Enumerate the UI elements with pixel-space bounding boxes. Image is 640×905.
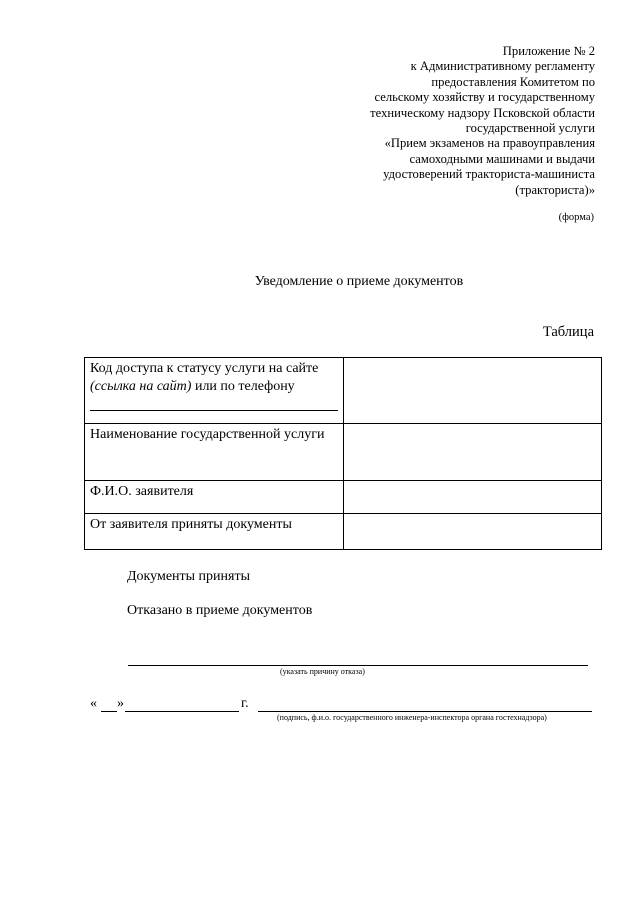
- documents-label: От заявителя приняты документы: [90, 517, 292, 532]
- table-row: [85, 481, 602, 514]
- rejection-reason-caption: (указать причину отказа): [280, 667, 365, 676]
- appendix-line: удостоверений тракториста-машиниста: [383, 167, 595, 182]
- service-name-label-cell: [85, 424, 344, 481]
- service-name-value-cell[interactable]: [344, 424, 602, 481]
- table-label: Таблица: [542, 324, 594, 340]
- documents-label-cell: [85, 514, 344, 550]
- access-code-label-cell: [85, 358, 344, 424]
- date-row: [90, 696, 97, 712]
- site-link-text: (ссылка на сайт): [90, 379, 192, 394]
- table-row: [85, 514, 602, 550]
- form-tag: (форма): [558, 212, 594, 223]
- signature-line[interactable]: [258, 711, 592, 712]
- day-line[interactable]: [101, 711, 117, 712]
- documents-rejected-text: Отказано в приеме документов: [127, 603, 313, 618]
- documents-value-cell[interactable]: [344, 514, 602, 550]
- access-code-value-cell[interactable]: [344, 358, 602, 424]
- appendix-line: самоходными машинами и выдачи: [409, 151, 595, 166]
- month-line[interactable]: [125, 711, 239, 712]
- appendix-line: предоставления Комитетом по: [431, 74, 595, 89]
- date-close-quote: »: [117, 696, 124, 711]
- table-row: [85, 424, 602, 481]
- appendix-line: Приложение № 2: [502, 44, 595, 58]
- appendix-line: к Административному регламенту: [410, 59, 595, 74]
- appendix-header: [335, 44, 595, 198]
- document-title: Уведомление о приеме документов: [254, 274, 464, 289]
- applicant-name-label-cell: [85, 481, 344, 514]
- applicant-name-label: Ф.И.О. заявителя: [90, 484, 194, 499]
- access-code-underline: [90, 410, 338, 411]
- appendix-line: «Прием экзаменов на правоуправления: [384, 136, 595, 151]
- rejection-reason-line[interactable]: [128, 665, 588, 666]
- table-row: [85, 358, 602, 424]
- service-name-label: Наименование государственной услуги: [90, 427, 325, 442]
- phone-text: или по телефону: [191, 379, 295, 394]
- year-suffix: г.: [241, 696, 249, 711]
- year-suffix-wrap: [241, 696, 249, 712]
- signature-caption: (подпись, ф.и.о. государственного инженера-инспектора органа гостехнадзора): [277, 713, 547, 722]
- appendix-line: сельскому хозяйству и государственному: [374, 90, 595, 105]
- applicant-name-value-cell[interactable]: [344, 481, 602, 514]
- date-open-quote: «: [90, 696, 97, 711]
- notification-table: [84, 357, 602, 550]
- documents-accepted-text: Документы приняты: [127, 569, 250, 584]
- date-close-quote-wrap: [117, 696, 124, 712]
- appendix-line: государственной услуги: [465, 121, 595, 136]
- access-code-label: Код доступа к статусу услуги на сайте: [90, 361, 319, 376]
- appendix-line: техническому надзору Псковской области: [370, 105, 595, 120]
- appendix-line: (тракториста)»: [515, 182, 595, 197]
